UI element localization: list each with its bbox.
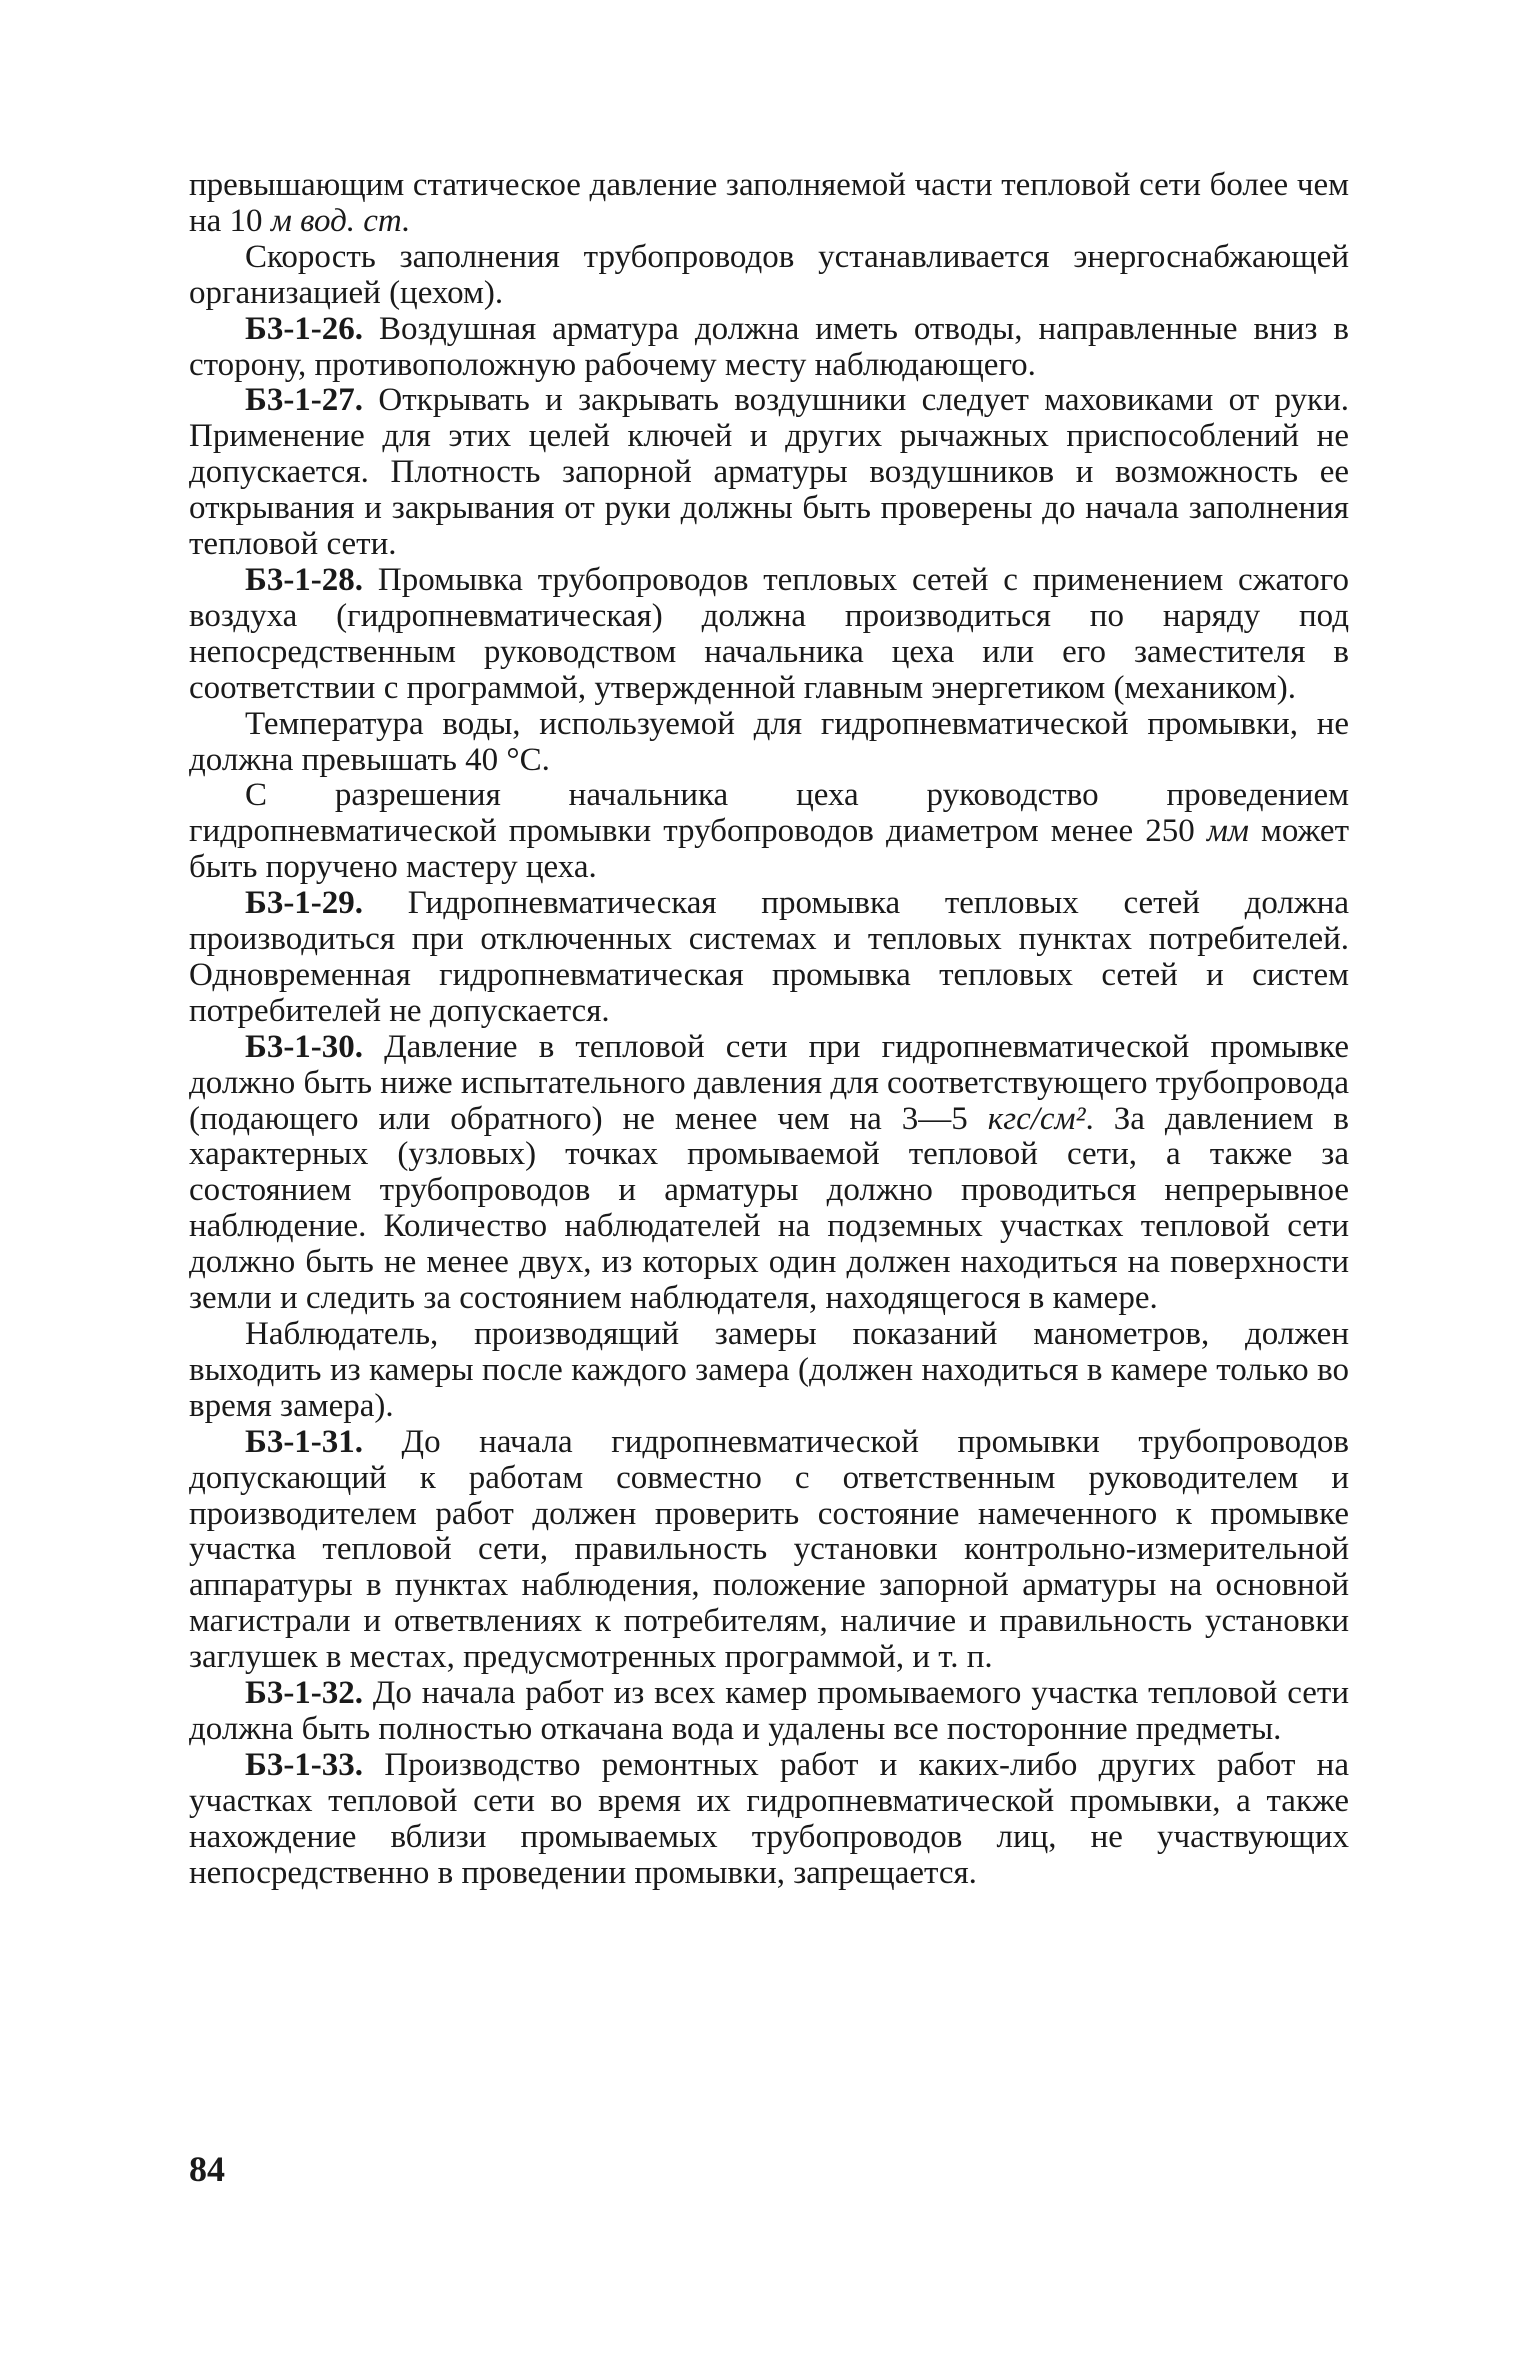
paragraph-text: Производство ремонтных работ и каких-либо других работ на участках тепловой сети во время их гидропневматической промывки, а также нахождение вблизи промываемых трубопроводов лиц, не участвующих непосредственно в проведении промывки, запрещается.	[189, 1746, 1349, 1891]
paragraph	[189, 1317, 1349, 1425]
unit-text: м вод. ст.	[270, 202, 411, 239]
paragraph-number: Б3-1-29.	[245, 885, 364, 922]
paragraph	[189, 707, 1349, 779]
paragraph-number: Б3-1-30.	[245, 1028, 364, 1065]
paragraph-number: Б3-1-28.	[245, 561, 364, 598]
paragraph-text: С разрешения начальника цеха руководство проведением гидропневматической промывки трубопроводов диаметром менее 250	[189, 777, 1349, 850]
paragraph	[189, 240, 1349, 312]
paragraph-number: Б3-1-27.	[245, 382, 364, 419]
paragraph-number: Б3-1-33.	[245, 1746, 364, 1783]
paragraph-text: Температура воды, используемой для гидропневматической промывки, не должна превышать 40 °С.	[189, 705, 1349, 778]
paragraph-number: Б3-1-26.	[245, 310, 364, 347]
paragraph-text: Скорость заполнения трубопроводов устанавливается энергоснабжающей организацией (цехом).	[189, 238, 1349, 311]
unit-text: кгс/см²	[987, 1100, 1086, 1137]
paragraph-number: Б3-1-31.	[245, 1423, 364, 1460]
paragraph	[189, 1425, 1349, 1676]
paragraph-text: может быть поручено мастеру цеха.	[189, 813, 1349, 886]
paragraph	[189, 168, 1349, 240]
paragraph-text: До начала гидропневматической промывки трубопроводов допускающий к работам совместно с ответственным руководителем и производителем работ должен проверить состояние намеченного к промывке участка тепловой сети, правильность установки контрольно-измерительной аппаратуры в пунктах наблюдения, положение запорной арматуры на основной магистрали и ответвлениях к потребителям, наличие и правильность установки заглушек в местах, предусмотренных программой, и т. п.	[189, 1423, 1349, 1676]
paragraph	[189, 312, 1349, 384]
paragraph-text: До начала работ из всех камер промываемого участка тепловой сети должна быть полностью откачана вода и удалены все посторонние предметы.	[189, 1675, 1349, 1747]
paragraph-text: Гидропневматическая промывка тепловых сетей должна производиться при отключенных системах и тепловых пунктах потребителей. Одновременная гидропневматическая промывка тепловых сетей и систем потребителей не допускается.	[189, 885, 1349, 1029]
paragraph	[189, 1676, 1349, 1748]
paragraph	[189, 383, 1349, 563]
paragraph-text: Открывать и закрывать воздушники следует маховиками от руки. Применение для этих целей ключей и других рычажных приспособлений не допускается. Плотность запорной арматуры воздушников и возможность ее открывания и закрывания от руки должны быть проверены до начала заполнения тепловой сети.	[189, 382, 1349, 563]
paragraph-text: Воздушная арматура должна иметь отводы, направленные вниз в сторону, противоположную рабочему месту наблюдающего.	[189, 310, 1349, 383]
paragraph	[189, 1030, 1349, 1317]
paragraph-text: . За давлением в характерных (узловых) точках промываемой тепловой сети, а также за состоянием трубопроводов и арматуры должно проводиться непрерывное наблюдение. Количество наблюдателей на подземных участках тепловой сети должно быть не менее двух, из которых один должен находиться на поверхности земли и следить за состоянием наблюдателя, находящегося в камере.	[189, 1100, 1349, 1317]
paragraph-number: Б3-1-32.	[245, 1675, 364, 1712]
paragraph-text: Промывка трубопроводов тепловых сетей с применением сжатого воздуха (гидропневматическая) должна производиться по наряду под непосредственным руководством начальника цеха или его заместителя в соответствии с программой, утвержденной главным энергетиком (механиком).	[189, 561, 1349, 706]
page-body	[189, 168, 1349, 1892]
paragraph-text: Давление в тепловой сети при гидропневматической промывке должно быть ниже испытательного давления для соответствующего трубопровода (подающего или обратного) не менее чем на 3—5	[189, 1028, 1349, 1137]
paragraph	[189, 886, 1349, 1030]
paragraph-text: превышающим статическое давление заполняемой части тепловой сети более чем на 10	[189, 167, 1349, 239]
body-text	[189, 168, 1349, 1892]
paragraph	[189, 1748, 1349, 1892]
paragraph-text: Наблюдатель, производящий замеры показаний манометров, должен выходить из камеры после каждого замера (должен находиться в камере только во время замера).	[189, 1316, 1349, 1424]
unit-text: мм	[1206, 813, 1249, 850]
paragraph	[189, 563, 1349, 707]
paragraph	[189, 778, 1349, 886]
page-number: 84	[189, 2149, 225, 2189]
